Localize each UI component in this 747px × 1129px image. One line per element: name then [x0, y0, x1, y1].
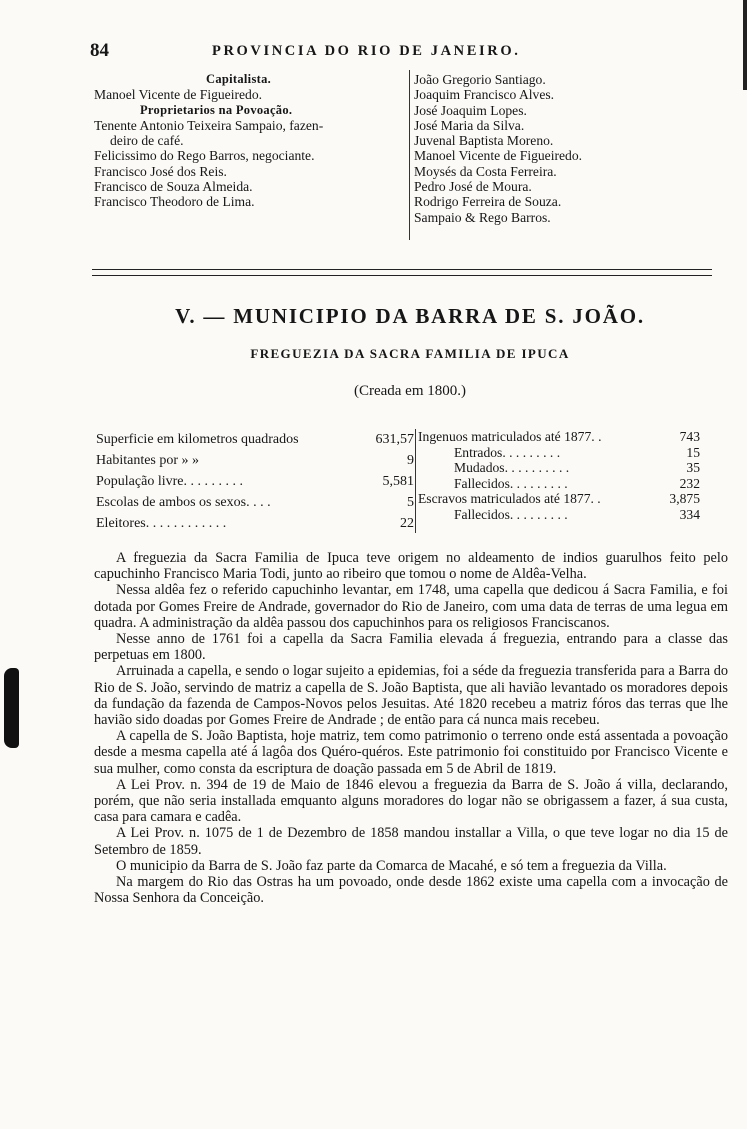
stat-label: Superficie em kilometros quadrados [96, 432, 299, 447]
stat-label: Mudados. . . . . . . . . . [454, 460, 570, 475]
stat-label: População livre. . . . . . . . . [96, 474, 243, 489]
list-item: Juvenal Baptista Moreno. [414, 133, 554, 149]
parish-title: FREGUEZIA DA SACRA FAMILIA DE IPUCA [250, 346, 570, 361]
creation-note: (Creada em 1800.) [353, 383, 467, 399]
list-item: Rodrigo Ferreira de Souza. [414, 194, 562, 210]
stat-row [418, 429, 700, 445]
list-item: Manoel Vicente de Figueiredo. [94, 87, 263, 103]
list-item: Pedro José de Moura. [414, 179, 532, 195]
list-item: Felicissimo do Rego Barros, negociante. [94, 148, 315, 164]
section-rule-bottom [92, 275, 712, 276]
stat-value: 5 [407, 495, 414, 510]
stat-label: Eleitores. . . . . . . . . . . . [96, 516, 227, 531]
stats-divider [415, 429, 416, 533]
running-title: PROVINCIA DO RIO DE JANEIRO. [212, 43, 521, 59]
stat-row [418, 491, 700, 507]
list-heading: Proprietarios na Povoação. [140, 102, 293, 117]
stat-row [96, 513, 414, 534]
paragraph: A Lei Prov. n. 1075 de 1 de Dezembro de 1858 mandou installar a Villa, o que teve logar no dia 15 de Setembro de 1859. [94, 825, 728, 858]
paragraph: O municipio da Barra de S. João faz parte da Comarca de Macahé, e só tem a freguezia da Villa. [116, 857, 667, 874]
stat-label: Fallecidos. . . . . . . . . [454, 506, 568, 522]
stat-row [96, 429, 414, 450]
stats-right [418, 429, 700, 522]
list-item: Moysés da Costa Ferreira. [414, 163, 557, 179]
stat-label: Habitantes por » » [96, 453, 200, 468]
top-list-right [414, 72, 614, 225]
list-item: Francisco José dos Reis. [94, 163, 227, 179]
stat-label: Escolas de ambos os sexos. . . . [96, 495, 271, 510]
body-text [94, 550, 728, 906]
paragraph: Nesse anno de 1761 foi a capella da Sacra Familia elevada á freguezia, entrando para a classe das perpetuas em 1800. [94, 631, 728, 664]
stat-value: 15 [686, 444, 700, 460]
stat-row [418, 460, 700, 476]
section-title: V. — MUNICIPIO DA BARRA DE S. JOÃO. [175, 304, 645, 328]
list-item: Tenente Antonio Teixeira Sampaio, fazen- [94, 117, 324, 133]
stat-row [96, 492, 414, 513]
stat-label: Ingenuos matriculados até 1877. . [418, 429, 602, 444]
list-item: Joaquim Francisco Alves. [414, 87, 555, 103]
list-heading: Capitalista. [206, 72, 272, 86]
paragraph: Na margem do Rio das Ostras ha um povoado, onde desde 1862 existe uma capella com a invocação de Nossa Senhora da Conceição. [94, 874, 728, 907]
page-edge-shadow [743, 0, 747, 90]
stat-value: 22 [400, 516, 414, 531]
running-header [90, 40, 590, 64]
stats-left [96, 429, 414, 534]
stat-value: 9 [407, 453, 414, 468]
stat-label: Fallecidos. . . . . . . . . [454, 475, 568, 491]
list-item: José Maria da Silva. [414, 117, 525, 133]
stat-value: 35 [686, 460, 700, 475]
stat-value: 5,581 [382, 474, 414, 489]
stat-value: 631,57 [375, 432, 414, 447]
list-item: deiro de café. [110, 133, 184, 149]
top-list-left [94, 72, 410, 210]
list-item: Manoel Vicente de Figueiredo. [414, 148, 583, 164]
paragraph: Nessa aldêa fez o referido capuchinho levantar, em 1748, uma capella que dedicou á Sacra Familia, e foi dotada por Gomes Freire de Andrade, governador do Rio de Janeiro, com uma data de terras de uma legua em quadra. A administração da aldêa passou dos capuchinhos para os religiosos Franciscanos. [94, 582, 728, 631]
stat-value: 334 [679, 506, 700, 522]
stat-value: 232 [679, 475, 700, 491]
stat-row [418, 476, 700, 492]
list-item: Francisco de Souza Almeida. [94, 179, 253, 195]
stat-row [418, 507, 700, 523]
column-divider [409, 70, 410, 240]
paragraph: A capella de S. João Baptista, hoje matriz, tem como patrimonio o terreno onde está assentada a povoação desde a mesma capella até á lagôa dos Quéro-quéros. Este patrimonio foi constituido por Francisco Vicente e sua mulher, como consta da escriptura de doação passada em 5 de Abril de 1819. [94, 728, 728, 777]
stat-row [418, 445, 700, 461]
list-item: João Gregorio Santiago. [414, 72, 546, 87]
stat-label: Entrados. . . . . . . . . [454, 444, 561, 460]
stat-row [96, 450, 414, 471]
list-item: Sampaio & Rego Barros. [414, 209, 551, 225]
paragraph: A freguezia da Sacra Familia de Ipuca teve origem no aldeamento de indios guarulhos feito pelo capuchinho Francisco Maria Todi, junto ao ribeiro que tomou o nome de Aldêa-Velha. [94, 550, 728, 583]
section-rule-top [92, 269, 712, 270]
stat-value: 3,875 [669, 491, 700, 506]
binding-mark [4, 668, 19, 748]
stat-row [96, 471, 414, 492]
list-item: José Joaquim Lopes. [414, 102, 527, 118]
stat-value: 743 [679, 429, 700, 444]
page-number: 84 [90, 40, 109, 61]
paragraph: Arruinada a capella, e sendo o logar sujeito a epidemias, foi a séde da freguezia transferida para a Barra do Rio de S. João, servindo de matriz a capella de S. João Baptista, que ali havião levantado os moradores depois da fundação da fazenda de Campos-Novos pelos Jesuitas. Até 1820 recebeu a matriz fóros das terras que lhe havião sido doadas por Gomes Freire de Andrade ; de então para cá nunca mais recebeu. [94, 663, 728, 729]
list-item: Francisco Theodoro de Lima. [94, 194, 255, 210]
paragraph: A Lei Prov. n. 394 de 19 de Maio de 1846 elevou a freguezia da Barra de S. João á villa, declarando, porém, que não seria installada emquanto alguns moradores do logar não se obrigassem a fazer, á sua custa, casa para camara e cadêa. [94, 776, 728, 826]
stat-label: Escravos matriculados até 1877. . [418, 491, 601, 506]
